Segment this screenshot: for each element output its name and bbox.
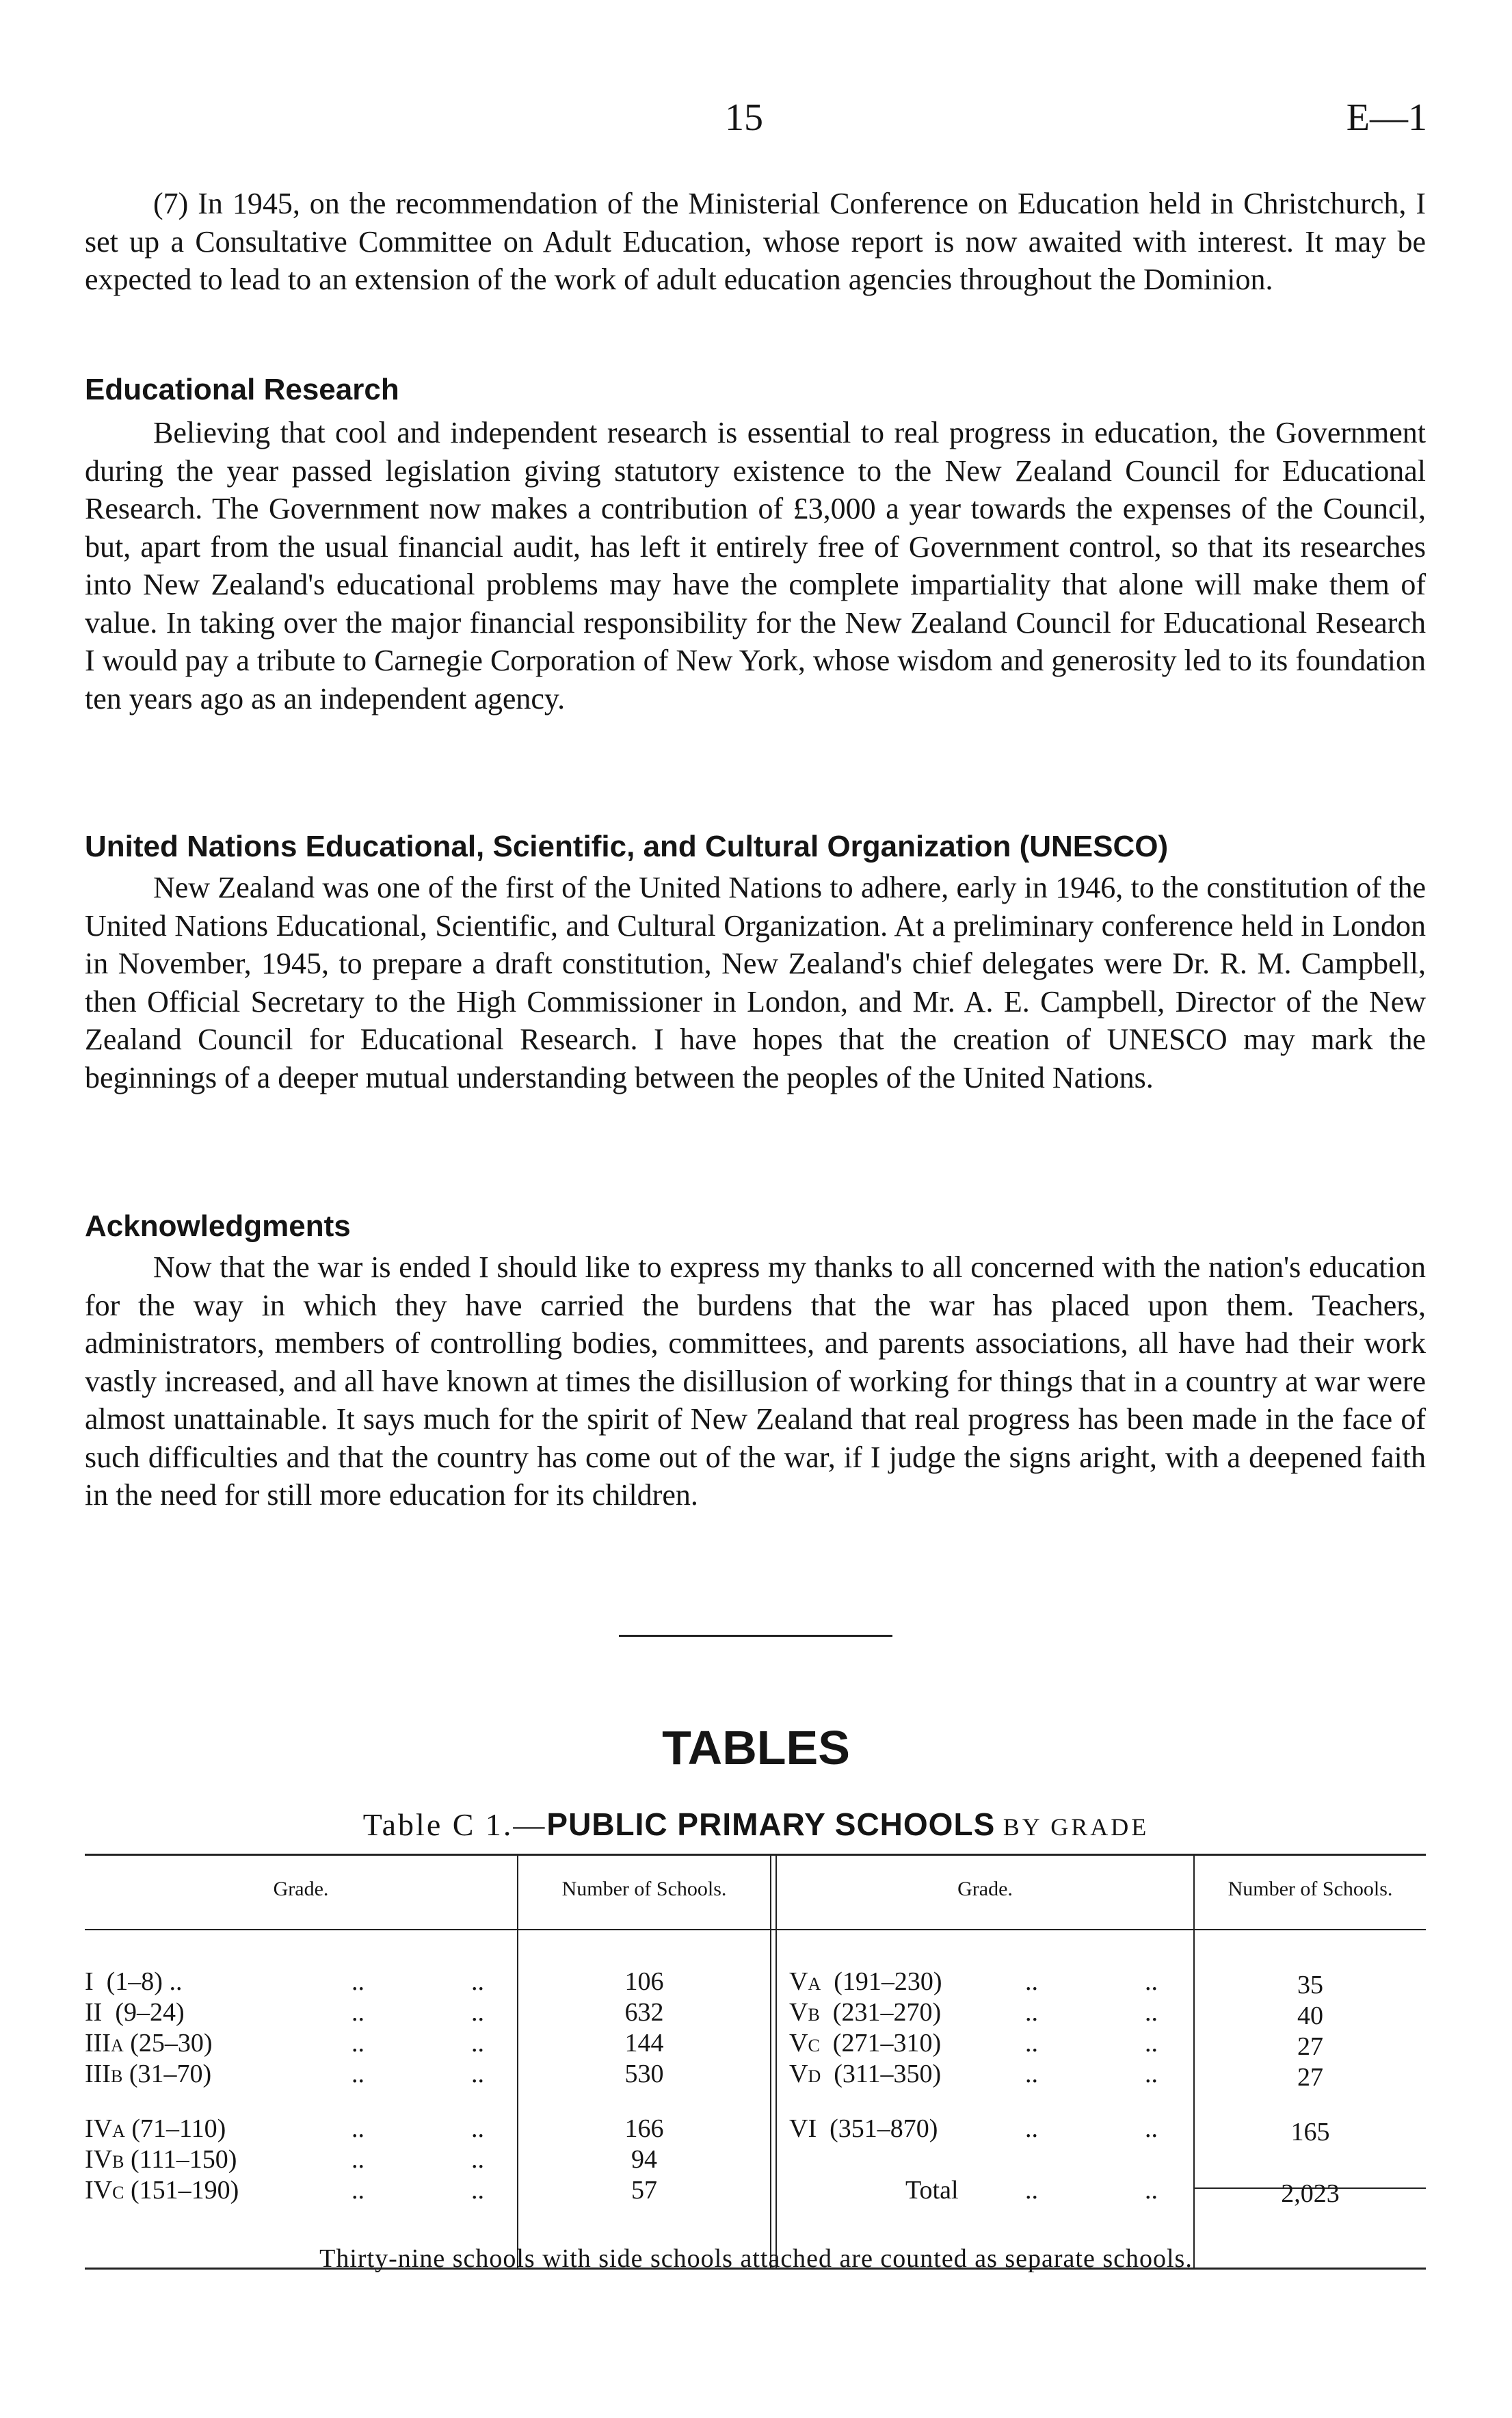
- leader-dots: ..: [471, 1998, 484, 2027]
- grade-cell: VB (231–270): [789, 1998, 942, 2027]
- leader-dots: ..: [471, 1967, 484, 1996]
- leader-dots: ..: [471, 2060, 484, 2088]
- leader-dots: ..: [352, 2145, 364, 2174]
- grade-cell: VI (351–870): [789, 2114, 938, 2143]
- leader-dots: ..: [352, 2176, 364, 2205]
- leader-dots: ..: [471, 2029, 484, 2058]
- leader-dots: ..: [352, 1967, 364, 1996]
- column-header-grade: Grade.: [273, 1878, 329, 1900]
- section-acknowledgments-heading: [85, 1206, 1426, 1247]
- grade-cell: IIIA (25–30): [85, 2029, 213, 2058]
- school-count: 57: [631, 2176, 657, 2205]
- column-divider: [775, 1856, 777, 2268]
- grade-cell: VA (191–230): [789, 1967, 942, 1996]
- total-label: Total: [905, 2176, 959, 2205]
- column-header-number: Number of Schools.: [561, 1878, 727, 1900]
- leader-dots: ..: [1145, 2060, 1158, 2088]
- school-count: 40: [1297, 2001, 1323, 2030]
- grade-cell: VD (311–350): [789, 2060, 942, 2088]
- school-count: 27: [1297, 2032, 1323, 2061]
- leader-dots: ..: [1025, 2176, 1038, 2205]
- school-count: 106: [624, 1967, 664, 1996]
- school-count: 94: [631, 2145, 657, 2174]
- section-research: [85, 414, 1426, 718]
- document-reference: E—1: [1346, 96, 1427, 139]
- acknowledgments-heading: Acknowledgments: [85, 1209, 351, 1243]
- school-count: 632: [624, 1998, 664, 2027]
- table-header-rule: [85, 1929, 1426, 1930]
- research-heading: Educational Research: [85, 373, 399, 406]
- grade-cell: IVB (111–150): [85, 2145, 237, 2174]
- unesco-paragraph: New Zealand was one of the first of the United Nations to adhere, early in 1946, to the constitution of the United Nations Educational, Scientific, and Cultural Organization. At a preliminary conference held in London in November, 1945, to prepare a draft constitution, New Zealand's chief delegates were Dr. R. M. Campbell, then Official Secretary to the High Commissioner in London, and Mr. A. E. Campbell, Director of the New Zealand Council for Educational Research. I have hopes that the creation of UNESCO may mark the beginnings of a deeper mutual understanding between the peoples of the United Nations.: [85, 871, 1426, 1094]
- leader-dots: ..: [1145, 2029, 1158, 2058]
- research-paragraph: Believing that cool and independent research is essential to real progress in education, the Government during the year passed legislation giving statutory existence to the New Zealand Council for Educational Research. The Government now makes a contribution of £3,000 a year towards the expenses of the Council, but, apart from the usual financial audit, has left it entirely free of Government control, so that its researches into New Zealand's educational problems may have the complete impartiality that alone will make them of value. In taking over the major financial responsibility for the New Zealand Council for Educational Research I would pay a tribute to Carnegie Corporation of New York, whose wisdom and generosity led to its foundation ten years ago as an independent agency.: [85, 416, 1426, 715]
- leader-dots: ..: [1025, 2029, 1038, 2058]
- school-count: 165: [1290, 2118, 1330, 2146]
- leader-dots: ..: [352, 1998, 364, 2027]
- leader-dots: ..: [1025, 1998, 1038, 2027]
- school-count: 166: [624, 2114, 664, 2143]
- grade-cell: IVC (151–190): [85, 2176, 239, 2205]
- leader-dots: ..: [471, 2114, 484, 2143]
- school-count: 144: [624, 2029, 664, 2058]
- leader-dots: ..: [352, 2029, 364, 2058]
- table-caption-by: BY: [1003, 1813, 1043, 1841]
- section-unesco-heading: [85, 826, 1426, 867]
- leader-dots: ..: [1145, 2114, 1158, 2143]
- total-count: 2,023: [1281, 2179, 1340, 2208]
- section-acknowledgments: [85, 1248, 1426, 1514]
- grade-cell: VC (271–310): [789, 2029, 942, 2058]
- page-number: 15: [725, 96, 763, 139]
- grade-cell: IIIB (31–70): [85, 2060, 212, 2088]
- column-divider: [770, 1856, 771, 2268]
- table-caption-grade: GRADE: [1050, 1813, 1150, 1841]
- table-caption: [0, 1806, 1512, 1843]
- primary-schools-table: [85, 1854, 1426, 2271]
- section-adult-education: [85, 185, 1426, 299]
- table-footnote: Thirty-nine schools with side schools attached are counted as separate schools.: [319, 2244, 1193, 2273]
- school-count: 530: [624, 2060, 664, 2088]
- unesco-heading: United Nations Educational, Scientific, and Cultural Organization (UNESCO): [85, 830, 1169, 863]
- column-header-grade: Grade.: [957, 1878, 1013, 1900]
- table-caption-label: Table C 1.—: [362, 1807, 547, 1842]
- leader-dots: ..: [471, 2145, 484, 2174]
- page-header: [0, 96, 1512, 144]
- leader-dots: ..: [352, 2060, 364, 2088]
- section-research-heading: [85, 369, 1426, 410]
- acknowledgments-paragraph: Now that the war is ended I should like to express my thanks to all concerned with the nation's education for the way in which they have carried the burdens that the war has placed upon them. Teachers, administrators, members of controlling bodies, committees, and parents associations, all have had their work vastly increased, and all have known at times the disillusion of working for things that in a country at war were almost unattainable. It says much for the spirit of New Zealand that real progress has been made in the face of such difficulties and that the country has come out of the war, if I judge the signs aright, with a deepened faith in the need for still more education for its children.: [85, 1250, 1426, 1512]
- leader-dots: ..: [1025, 2114, 1038, 2143]
- leader-dots: ..: [1025, 1967, 1038, 1996]
- school-count: 27: [1297, 2063, 1323, 2092]
- adult-education-paragraph: (7) In 1945, on the recommendation of the Ministerial Conference on Education held in Christchurch, I set up a Consultative Committee on Adult Education, whose report is now awaited with interest. It may be expected to lead to an extension of the work of adult education agencies throughout the Dominion.: [85, 187, 1426, 296]
- school-count: 35: [1297, 1971, 1323, 1999]
- column-header-number: Number of Schools.: [1228, 1878, 1393, 1900]
- grade-cell: I (1–8) ..: [85, 1967, 183, 1996]
- section-unesco: [85, 869, 1426, 1096]
- tables-title: TABLES: [662, 1721, 850, 1774]
- leader-dots: ..: [352, 2114, 364, 2143]
- section-divider: [619, 1635, 892, 1637]
- table-caption-title: PUBLIC PRIMARY SCHOOLS: [546, 1806, 996, 1842]
- grade-cell: II (9–24): [85, 1998, 185, 2027]
- table-top-rule: [85, 1854, 1426, 1856]
- leader-dots: ..: [1145, 1967, 1158, 1996]
- grade-cell: IVA (71–110): [85, 2114, 226, 2143]
- leader-dots: ..: [1145, 2176, 1158, 2205]
- leader-dots: ..: [1025, 2060, 1038, 2088]
- leader-dots: ..: [1145, 1998, 1158, 2027]
- leader-dots: ..: [471, 2176, 484, 2205]
